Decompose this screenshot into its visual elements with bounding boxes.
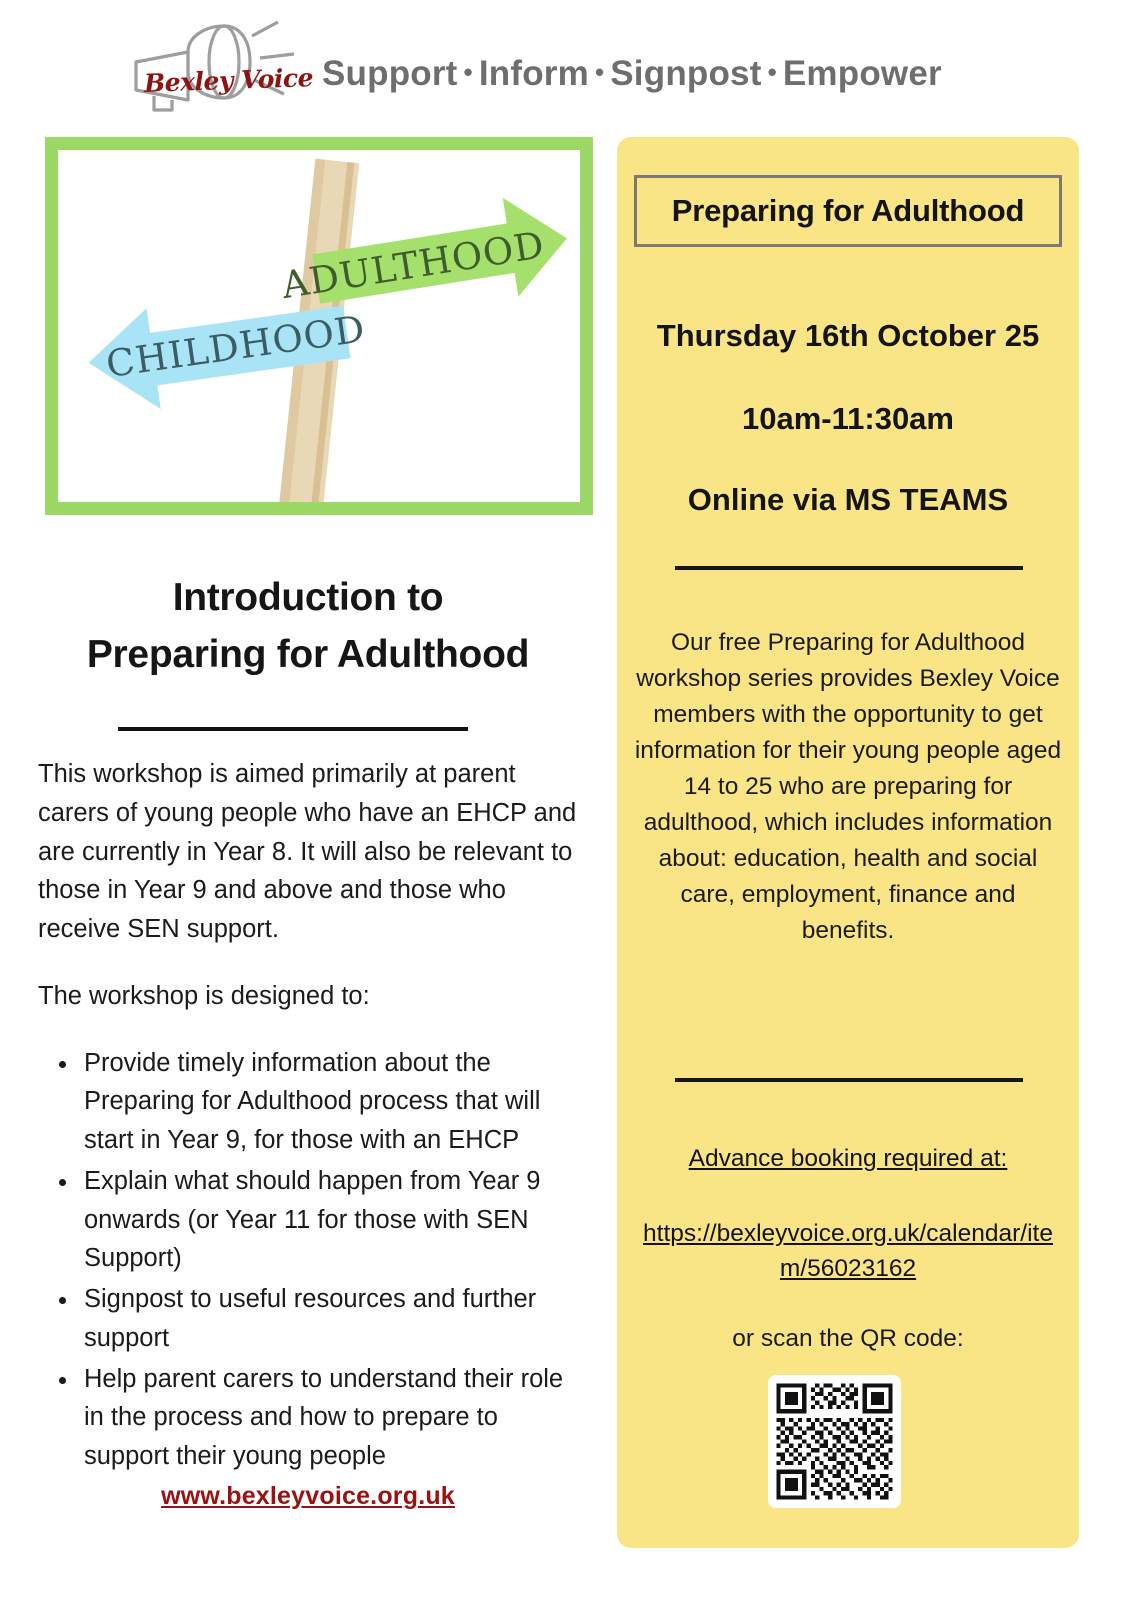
left-paragraph-2: The workshop is designed to: — [38, 981, 370, 1010]
signpost-photo — [58, 150, 580, 502]
tagline-word-support: Support — [322, 54, 458, 93]
panel-divider-top — [675, 566, 1023, 570]
svg-text:CHILDHOOD: CHILDHOOD — [103, 307, 369, 387]
list-item: • Explain what should happen from Year 9 onwards (or Year 11 for those with SEN Support) — [80, 1162, 578, 1278]
left-paragraph-1: This workshop is aimed primarily at parent carers of young people who have an EHCP and are currently in Year 8. It will also be relevant to those in Year 9 and above and those who receive SEN support. — [38, 760, 577, 943]
event-details-panel — [617, 137, 1079, 1548]
signpost-photo-frame — [45, 137, 593, 515]
workshop-objectives-list — [38, 1044, 578, 1476]
left-body-text — [38, 755, 578, 1478]
qr-instruction-label: or scan the QR code: — [732, 1325, 964, 1352]
tagline-separator-1: • — [463, 57, 473, 87]
left-title-divider — [118, 727, 468, 731]
tagline-word-empower: Empower — [782, 54, 942, 93]
qr-code[interactable] — [768, 1375, 901, 1508]
booking-label: Advance booking required at: — [688, 1145, 1008, 1172]
tagline-separator-3: • — [767, 57, 777, 87]
event-time: 10am-11:30am — [742, 401, 954, 436]
event-description: Our free Preparing for Adulthood workshop series provides Bexley Voice members with the opportunity to get information for their young people aged 14 to 25 who are preparing for adulthood, which includes information about: education, health and social care, employment, finance and benefits. — [634, 629, 1062, 944]
list-item: • Provide timely information about the Preparing for Adulthood process that will start in Year 9, for those with an EHCP — [80, 1044, 578, 1160]
signpost-illustration — [58, 150, 580, 502]
panel-divider-bottom — [675, 1078, 1023, 1082]
panel-title: Preparing for Adulthood — [671, 193, 1025, 228]
left-title-line-2: Preparing for Adulthood — [86, 632, 530, 676]
left-title-line-1: Introduction to — [172, 576, 444, 619]
left-page-title — [30, 570, 586, 683]
qr-code-icon — [772, 1379, 897, 1504]
logo-wordmark: Bexley Voice — [143, 63, 314, 98]
bexley-voice-logo — [128, 18, 314, 118]
tagline-separator-2: • — [594, 57, 605, 87]
tagline-word-signpost: Signpost — [610, 54, 762, 93]
booking-url-link[interactable]: https://bexleyvoice.org.uk/calendar/item/56023162 — [643, 1220, 1053, 1282]
tagline-word-inform: Inform — [478, 54, 589, 93]
header-tagline — [322, 54, 942, 94]
event-location: Online via MS TEAMS — [687, 482, 1009, 517]
event-date: Thursday 16th October 25 — [656, 318, 1040, 353]
list-item: • Signpost to useful resources and further support — [80, 1280, 578, 1358]
svg-text:ADULTHOOD: ADULTHOOD — [278, 223, 548, 308]
panel-title-box — [634, 175, 1062, 247]
list-item: • Help parent carers to understand their role in the process and how to prepare to support their young people — [80, 1360, 578, 1476]
page-header — [0, 0, 1140, 130]
website-link[interactable]: www.bexleyvoice.org.uk — [161, 1482, 455, 1510]
